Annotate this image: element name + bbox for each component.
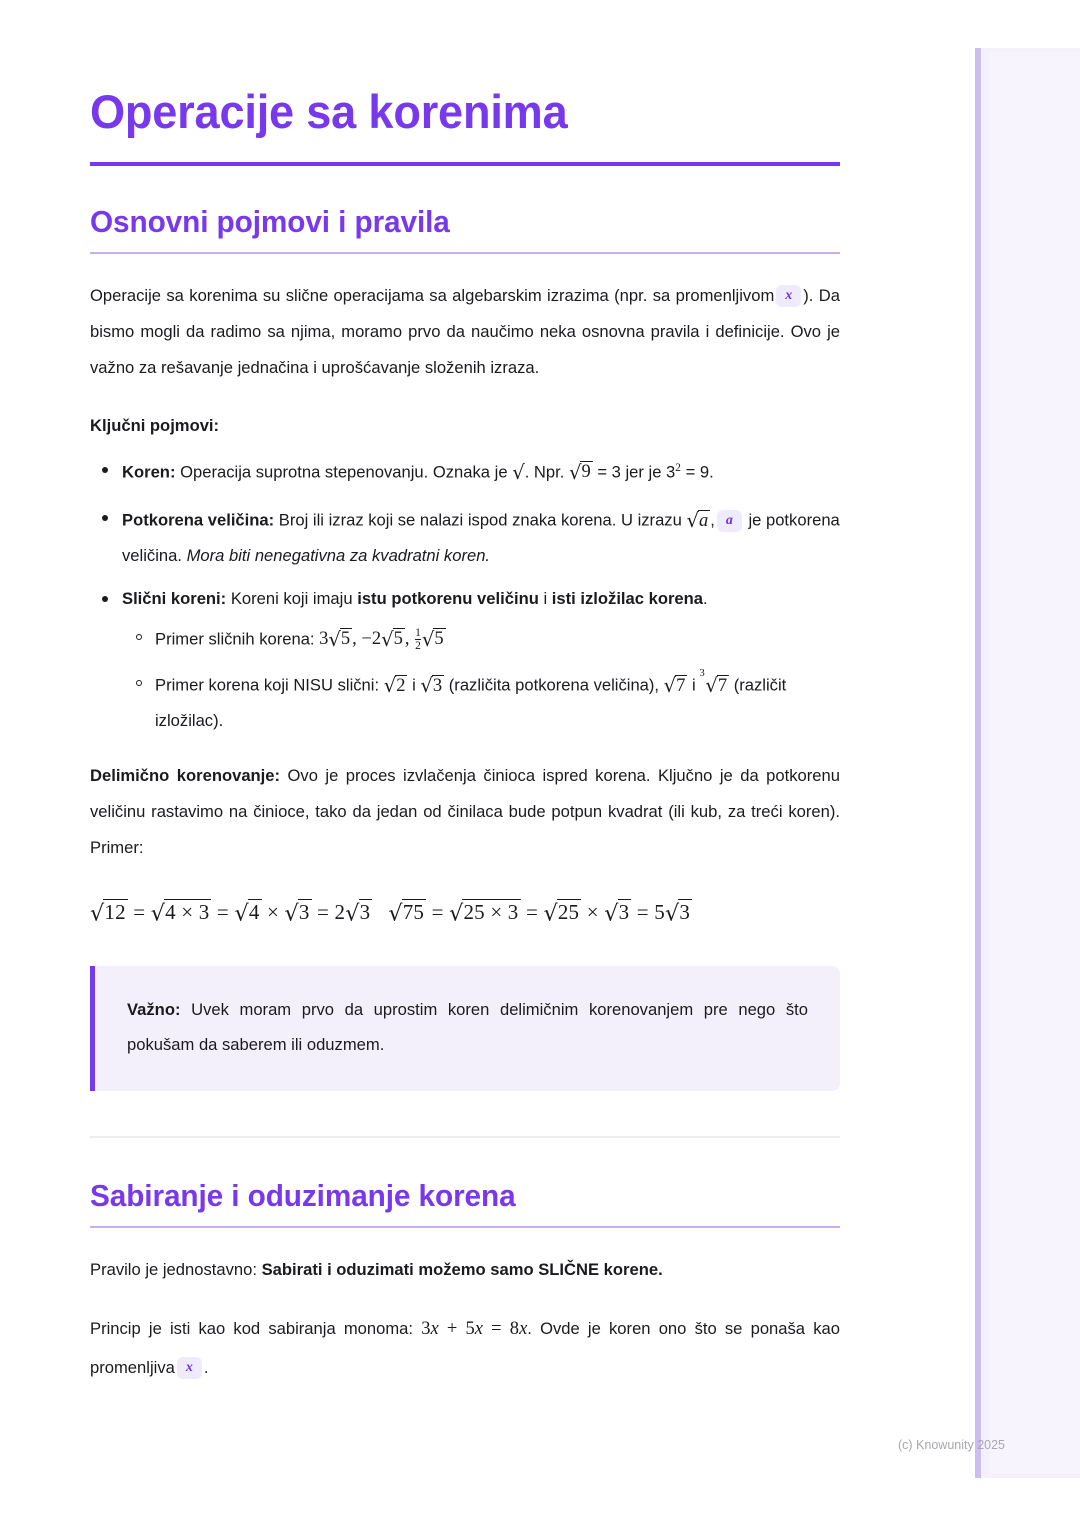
term-potkorena-velicina: Potkorena veličina: (122, 510, 275, 530)
note-different-index: (različit izložilac). (155, 675, 787, 730)
koren-text-b: . Npr. (524, 462, 565, 482)
important-callout (90, 966, 840, 1091)
slicni-text-a: Koreni koji imaju (230, 588, 353, 608)
join-word-1: i (412, 675, 416, 695)
principle-text-c: . (203, 1357, 209, 1377)
footer-watermark: (c) Knowunity 2025 (898, 1438, 1006, 1452)
math-examples-similar: 3√5 , −2√5 , $\frac{1}{2}$ √5 (319, 627, 444, 653)
koren-text-a: Operacija suprotna stepenovanju. Oznaka je (180, 462, 508, 482)
section-rule-2 (90, 1226, 840, 1228)
page-title: Operacije sa korenima (90, 85, 568, 138)
term-slicni-koreni: Slični koreni: (122, 588, 227, 608)
math-sqrt-2: √2 (383, 674, 406, 698)
code-chip-x-2: x (177, 1357, 202, 1379)
radical-sign-glyph: √ (512, 460, 525, 484)
primer-nisu-label: Primer korena koji NISU slični: (155, 675, 380, 695)
math-cbrt-7: 3 √7 (699, 666, 728, 698)
principle-text-a: Princip je isti kao kod sabiranja monoma: (90, 1319, 414, 1339)
sublist-item-primer-slicnih (155, 621, 840, 659)
intro-paragraph (90, 278, 840, 387)
koren-text-c: = 3 jer je 3 (597, 462, 676, 482)
slicni-bold-b: isti izložilac korena (551, 588, 704, 608)
list-item-koren (122, 454, 840, 492)
partial-rooting-text: Ovo je proces izvlačenja činioca ispred korena. Ključno je da potkorenu veličinu rastavimo na činioce, tako da jedan od činilaca bude potpun kvadrat (ili kub, za treći koren). Primer: (90, 765, 840, 858)
key-terms-list (90, 454, 840, 737)
note-different-radicand: (različita potkorena veličina), (448, 675, 660, 695)
principle-text-b: . Ovde je koren ono što se ponaša kao promenljiva (90, 1319, 840, 1377)
math-sqrt-7: √7 (663, 674, 686, 698)
term-koren: Koren: (122, 462, 176, 482)
callout-term: Važno: (127, 1000, 181, 1020)
partial-rooting-paragraph (90, 758, 840, 867)
potkorena-comma: , (710, 510, 715, 530)
sublist-item-primer-nisu-slicni (155, 667, 840, 737)
code-chip-a: a (717, 510, 742, 532)
key-terms-label: Ključni pojmovi: (90, 416, 220, 436)
join-word-2: i (692, 675, 696, 695)
koren-text-d: = 9. (685, 462, 714, 482)
principle-paragraph (90, 1309, 840, 1386)
formula-sqrt-12: √12 = √4 × 3 = √4 × √3 = 2√3 (90, 900, 371, 927)
formula-sqrt-75: √75 = √25 × 3 = √25 × √3 = 5√3 (388, 900, 691, 927)
exponent-two: 2 (675, 461, 681, 474)
slicni-bold-a: istu potkorenu veličinu (357, 588, 539, 608)
math-sqrt-a: √a (686, 509, 709, 533)
section-heading-osnovni-pojmovi: Osnovni pojmovi i pravila (90, 203, 450, 239)
rule-bold: Sabirati i oduzimati možemo samo SLIČNE korene. (261, 1260, 663, 1280)
math-sqrt-3: √3 (420, 674, 443, 698)
rule-paragraph (90, 1252, 840, 1288)
code-chip-x: x (776, 285, 801, 307)
potkorena-emphasis: Mora biti nenegativna za kvadratni koren. (186, 545, 491, 565)
list-item-slicni-koreni (122, 583, 840, 737)
term-delimicno-korenovanje: Delimično korenovanje: (90, 765, 281, 785)
slicni-koreni-examples (122, 621, 840, 737)
potkorena-text-a: Broj ili izraz koji se nalazi ispod znaka korena. U izrazu (278, 510, 682, 530)
slicni-text-c: . (703, 588, 708, 608)
document-content (90, 86, 840, 1386)
intro-text-part2: ). Da bismo mogli da radimo sa njima, moramo prvo da naučimo neka osnovna pravila i definicije. Ovo je važno za rešavanje jednačina i uprošćavanje složenih izraza. (90, 285, 840, 377)
callout-paragraph (127, 993, 808, 1063)
slicni-text-b: i (543, 588, 548, 608)
list-item-potkorena-velicina (122, 502, 840, 572)
intro-text-part1: Operacije sa korenima su slične operacijama sa algebarskim izrazima (npr. sa promenljivom (90, 285, 775, 305)
primer-slicnih-label: Primer sličnih korena: (155, 629, 315, 649)
potkorena-text-b: je potkorena veličina. (122, 510, 840, 565)
section-rule (90, 252, 840, 254)
rule-text-a: Pravilo je jednostavno: (90, 1260, 257, 1280)
callout-text: Uvek moram prvo da uprostim koren delimičnim korenovanjem pre nego što pokušam da saberem ili oduzmem. (127, 1000, 808, 1055)
formula-line (90, 891, 840, 936)
section-heading-sabiranje: Sabiranje i oduzimanje korena (90, 1178, 516, 1214)
formula-monomials: 3x + 5x = 8x (421, 1319, 528, 1340)
math-sqrt-9: √9 (568, 460, 591, 484)
